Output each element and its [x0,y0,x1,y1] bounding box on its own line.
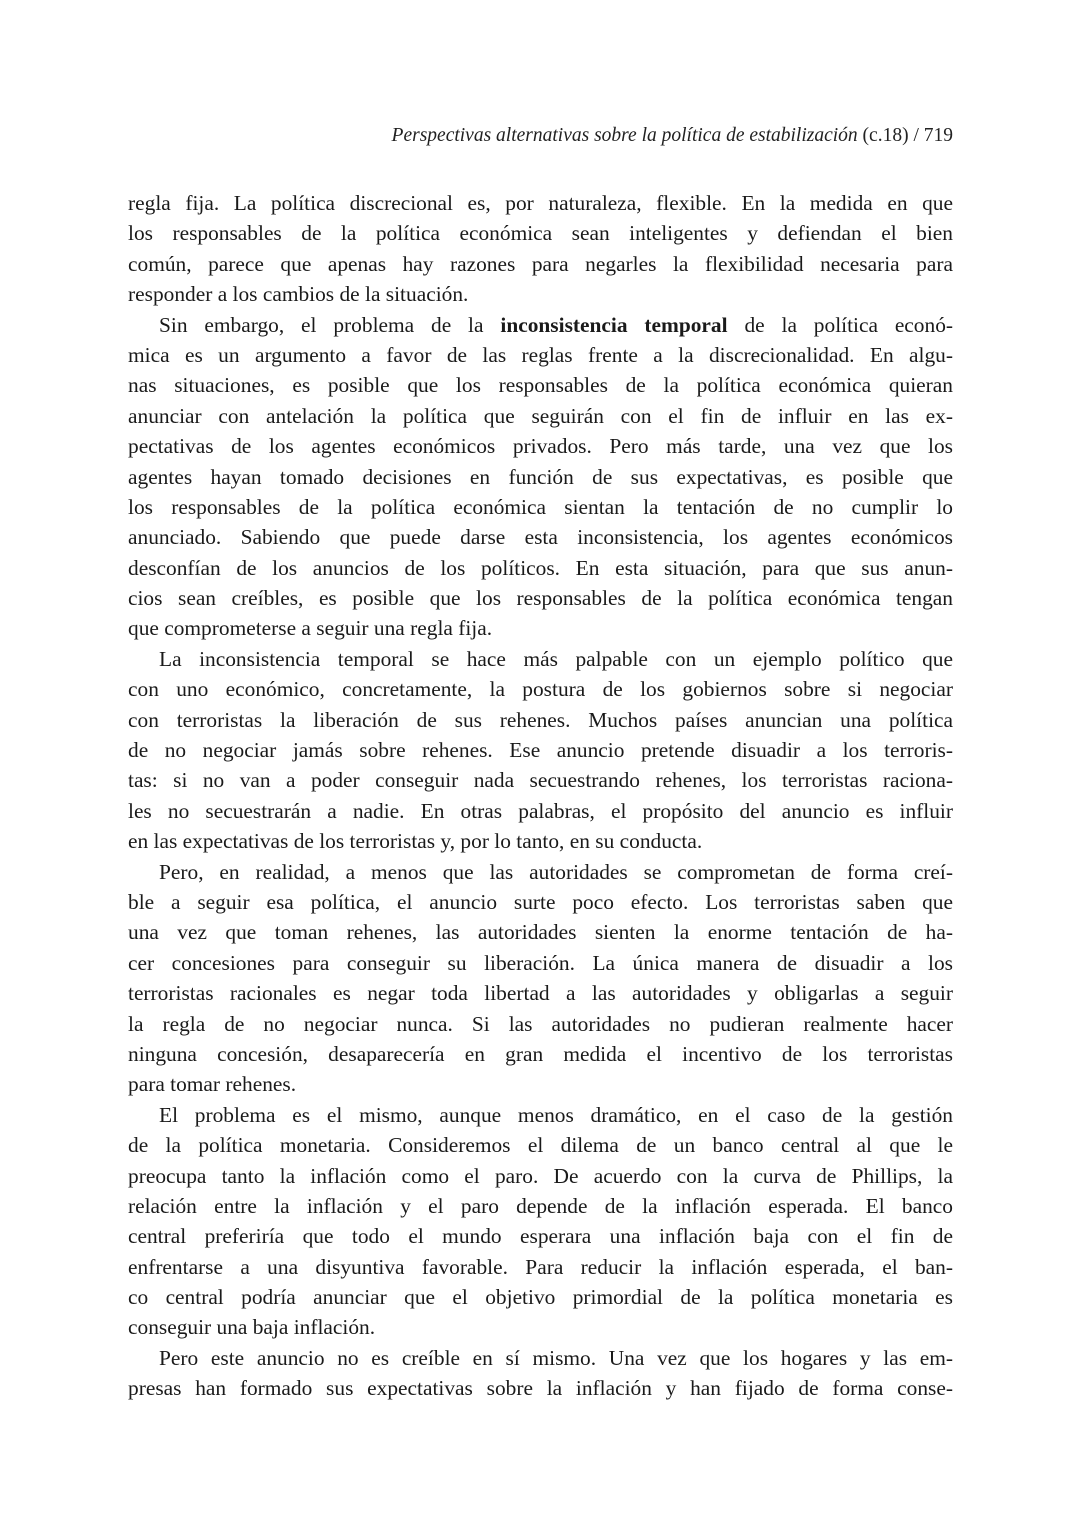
chapter-label: (c.18) [862,125,909,146]
header-separator: / [913,125,919,146]
text-line: en las expectativas de los terroristas y, por lo tanto, en su conducta. [128,829,703,854]
text-line: cios sean creíbles, es posible que los responsables de la política económica tengan [128,586,953,611]
text-line: nas situaciones, es posible que los responsables de la política económica quieran [128,373,953,398]
text-line: mica es un argumento a favor de las reglas frente a la discrecionalidad. En algu- [128,342,953,367]
text-line: anunciado. Sabiendo que puede darse esta inconsistencia, los agentes económicos [128,525,953,550]
text-line: relación entre la inflación y el paro depende de la inflación esperada. El banco [128,1193,953,1218]
text-line: enfrentarse a una disyuntiva favorable. Para reducir la inflación esperada, el ban- [128,1254,953,1279]
text-line: El problema es el mismo, aunque menos dramático, en el caso de la gestión [159,1102,953,1127]
paragraph [128,857,953,1100]
text-line: desconfían de los anuncios de los políticos. En esta situación, para que sus anun- [128,555,953,580]
text-line: la regla de no negociar nunca. Si las autoridades no pudieran realmente hacer [128,1011,953,1036]
text-line: Pero este anuncio no es creíble en sí mismo. Una vez que los hogares y las em- [159,1345,953,1370]
text-line: una vez que toman rehenes, las autoridades sienten la enorme tentación de ha- [128,920,953,945]
text-line: común, parece que apenas hay razones para negarles la flexibilidad necesaria para [128,251,953,276]
text-span: de la política econó- [727,312,953,337]
body-text [128,188,953,1404]
text-line: responder a los cambios de la situación. [128,282,469,307]
text-span: Sin embargo, el problema de la [159,312,501,337]
text-line: los responsables de la política económica sientan la tentación de no cumplir lo [128,494,953,519]
text-line: tas: si no van a poder conseguir nada secuestrando rehenes, los terroristas raciona- [128,768,953,793]
text-line: para tomar rehenes. [128,1072,297,1097]
text-line: presas han formado sus expectativas sobre la inflación y han fijado de forma conse- [128,1376,953,1401]
paragraph [128,188,953,310]
text-line: los responsables de la política económica sean inteligentes y defiendan el bien [128,221,953,246]
text-line: con uno económico, concretamente, la postura de los gobiernos sobre si negociar [128,677,953,702]
text-line: regla fija. La política discrecional es, por naturaleza, flexible. En la medida en que [128,191,953,215]
text-line: que comprometerse a seguir una regla fija. [128,616,493,641]
text-line: ninguna concesión, desaparecería en gran medida el incentivo de los terroristas [128,1041,953,1066]
paragraph [128,310,953,644]
text-line: cer concesiones para conseguir su liberación. La única manera de disuadir a los [128,950,953,975]
text-line: preocupa tanto la inflación como el paro. De acuerdo con la curva de Phillips, la [128,1163,953,1188]
paragraph [128,1100,953,1343]
text-line: co central podría anunciar que el objetivo primordial de la política monetaria es [128,1285,953,1310]
text-line: de no negociar jamás sobre rehenes. Ese anuncio pretende disuadir a los terroris- [128,738,953,763]
text-line: anunciar con antelación la política que seguirán con el fin de influir en las ex- [128,403,953,428]
text-line: terroristas racionales es negar toda libertad a las autoridades y obligarlas a seguir [128,981,953,1006]
text-line: pectativas de los agentes económicos privados. Pero más tarde, una vez que los [128,434,953,459]
running-header [128,125,953,147]
text-line: Pero, en realidad, a menos que las autoridades se comprometan de forma creí- [159,859,953,884]
text-line: de la política monetaria. Consideremos el dilema de un banco central al que le [128,1133,953,1158]
text-line: con terroristas la liberación de sus rehenes. Muchos países anuncian una política [128,707,953,732]
text-line: agentes hayan tomado decisiones en función de sus expectativas, es posible que [128,464,953,489]
text-line: central preferiría que todo el mundo esperara una inflación baja con el fin de [128,1224,953,1249]
running-title: Perspectivas alternativas sobre la política de estabilización [391,125,858,146]
text-line: les no secuestrarán a nadie. En otras palabras, el propósito del anuncio es influir [128,798,953,823]
key-term: inconsistencia temporal [500,312,728,337]
paragraph [128,1343,953,1404]
paragraph [128,644,953,857]
text-line: conseguir una baja inflación. [128,1315,376,1340]
text-line [128,310,953,340]
text-line: La inconsistencia temporal se hace más palpable con un ejemplo político que [159,646,953,671]
page-number: 719 [923,125,953,146]
text-line: ble a seguir esa política, el anuncio surte poco efecto. Los terroristas saben que [128,889,953,914]
